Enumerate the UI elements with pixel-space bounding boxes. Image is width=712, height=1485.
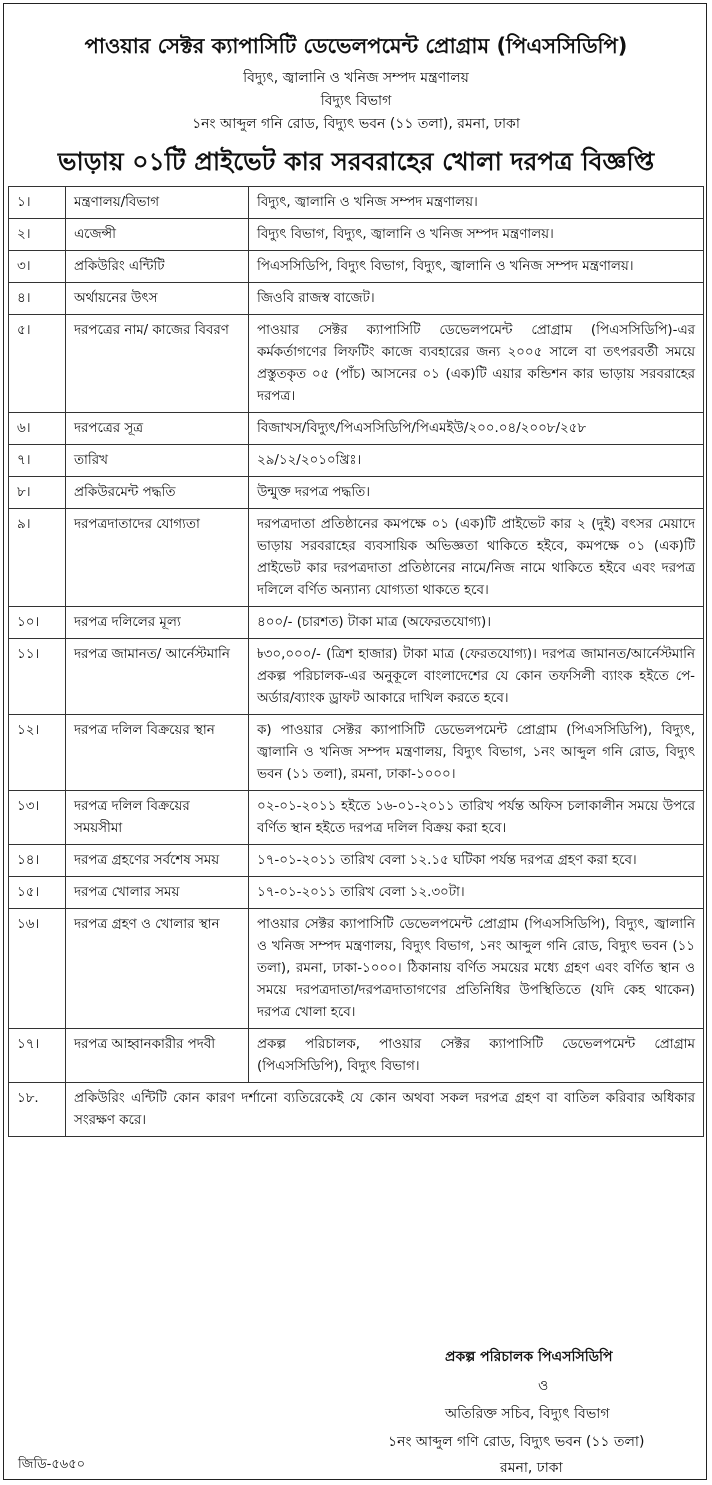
row-number: ৫। (9, 315, 66, 413)
row-label: অর্থায়নের উৎস (66, 283, 249, 315)
table-row (9, 187, 704, 219)
row-label: দরপত্র খোলার সময় (66, 877, 249, 909)
row-number: ৩। (9, 251, 66, 283)
row-label: দরপত্র জামানত/ আর্নেস্টমানি (66, 639, 249, 715)
notice-title: ভাড়ায় ০১টি প্রাইভেট কার সরবরাহের খোলা দরপত্র বিজ্ঞপ্তি (57, 147, 655, 176)
row-number: ২। (9, 219, 66, 251)
table-row-final (9, 1083, 704, 1137)
row-number: ১১। (9, 639, 66, 715)
row-number: ৭। (9, 445, 66, 477)
table-row (9, 413, 704, 445)
table-row (9, 315, 704, 413)
row-number: ১৭। (9, 1029, 66, 1083)
row-value: বিদ্যুৎ, জ্বালানি ও খনিজ সম্পদ মন্ত্রণালয়। (249, 187, 704, 219)
table-row (9, 219, 704, 251)
row-number: ১০। (9, 607, 66, 639)
row-number: ১২। (9, 715, 66, 791)
row-value: ২৯/১২/২০১০খ্রিঃ। (249, 445, 704, 477)
program-title: পাওয়ার সেক্টর ক্যাপাসিটি ডেভেলপমেন্ট প্রোগ্রাম (পিএসসিডিপি) (84, 34, 628, 58)
table-row (9, 877, 704, 909)
row-label: দরপত্র আহ্বানকারীর পদবী (66, 1029, 249, 1083)
row-value: প্রকিউরিং এন্টিটি কোন কারণ দর্শানো ব্যতিরেকেই যে কোন অথবা সকল দরপত্র গ্রহণ বা বাতিল করিবার অধিকার সংরক্ষণ করে। (66, 1083, 704, 1137)
table-row (9, 445, 704, 477)
table-row (9, 607, 704, 639)
table-row (9, 251, 704, 283)
row-value: ৳৩০,০০০/- (ত্রিশ হাজার) টাকা মাত্র (ফেরতযোগ্য)। দরপত্র জামানত/আর্নেস্টমানি প্রকল্প পরিচালক-এর অনুকূলে বাংলাদেশের যে কোন তফসিলী ব্যাংক হইতে পে-অর্ডার/ব্যাংক ড্রাফট আকারে দাখিল করতে হবে। (249, 639, 704, 715)
table-row (9, 283, 704, 315)
row-value: বিদ্যুৎ বিভাগ, বিদ্যুৎ, জ্বালানি ও খনিজ সম্পদ মন্ত্রণালয়। (249, 219, 704, 251)
row-number: ৯। (9, 509, 66, 607)
row-label: মন্ত্রণালয়/বিভাগ (66, 187, 249, 219)
row-value: ক) পাওয়ার সেক্টর ক্যাপাসিটি ডেভেলপমেন্ট প্রোগ্রাম (পিএসসিডিপি), বিদ্যুৎ, জ্বালানি ও খনিজ সম্পদ মন্ত্রণালয়, বিদ্যুৎ বিভাগ, ১নং আব্দুল গনি রোড, বিদ্যুৎ ভবন (১১ তলা), রমনা, ঢাকা-১০০০। (249, 715, 704, 791)
row-label: দরপত্রদাতাদের যোগ্যতা (66, 509, 249, 607)
row-number: ১৪। (9, 845, 66, 877)
row-number: ৬। (9, 413, 66, 445)
row-number: ৪। (9, 283, 66, 315)
table-row (9, 909, 704, 1029)
row-value: পাওয়ার সেক্টর ক্যাপাসিটি ডেভেলপমেন্ট প্রোগ্রাম (পিএসসিডিপি)-এর কর্মকর্তাগণের লিফটিং কাজে ব্যবহারের জন্য ২০০৫ সালে বা তৎপরবর্তী সময়ে প্রস্তুতকৃত ০৫ (পাঁচ) আসনের ০১ (এক)টি এয়ার কন্ডিশন কার ভাড়ায় সরবরাহের দরপত্র। (249, 315, 704, 413)
row-number: ১৬। (9, 909, 66, 1029)
row-value: ১৭-০১-২০১১ তারিখ বেলা ১২.৩০টা। (249, 877, 704, 909)
row-value: জিওবি রাজস্ব বাজেট। (249, 283, 704, 315)
tender-table (8, 186, 704, 1137)
row-label: এজেন্সী (66, 219, 249, 251)
row-label: তারিখ (66, 445, 249, 477)
row-value: পিএসসিডিপি, বিদ্যুৎ বিভাগ, বিদ্যুৎ, জ্বালানি ও খনিজ সম্পদ মন্ত্রণালয়। (249, 251, 704, 283)
row-value: পাওয়ার সেক্টর ক্যাপাসিটি ডেভেলপমেন্ট প্রোগ্রাম (পিএসসিডিপি), বিদ্যুৎ, জ্বালানি ও খনিজ সম্পদ মন্ত্রণালয়, বিদ্যুৎ বিভাগ, ১নং আব্দুল গনি রোড, বিদ্যুৎ ভবন (১১ তলা), রমনা, ঢাকা-১০০০। ঠিকানায় বর্ণিত সময়ের মধ্যে গ্রহণ এবং বর্ণিত স্থান ও সময়ে দরপত্রদাতা/দরপত্রদাতাগণের প্রতিনিধির উপস্থিতিতে (যদি কেহ থাকেন) দরপত্র খোলা হবে। (249, 909, 704, 1029)
row-value: বিজাখস/বিদ্যুৎ/পিএসসিডিপি/পিএমইউ/২০০.০৪/২০০৮/২৫৮ (249, 413, 704, 445)
signature-conjunction: ও (538, 1378, 549, 1394)
row-number: ১। (9, 187, 66, 219)
address-line: ১নং আব্দুল গনি রোড, বিদ্যুৎ ভবন (১১ তলা), রমনা, ঢাকা (192, 116, 520, 132)
signature-designation: প্রকল্প পরিচালক পিএসসিডিপি (445, 1349, 613, 1365)
gd-number: জিডি-৫৬৫০ (18, 1457, 86, 1472)
table-row (9, 477, 704, 509)
row-label: দরপত্রের নাম/ কাজের বিবরণ (66, 315, 249, 413)
table-row (9, 845, 704, 877)
row-label: দরপত্রের সূত্র (66, 413, 249, 445)
row-number: ৮। (9, 477, 66, 509)
division-line: বিদ্যুৎ বিভাগ (320, 93, 392, 109)
signature-secretary: অতিরিক্ত সচিব, বিদ্যুৎ বিভাগ (445, 1406, 610, 1422)
row-label: প্রকিউরমেন্ট পদ্ধতি (66, 477, 249, 509)
row-number: ১৩। (9, 791, 66, 845)
row-label: দরপত্র দলিলের মূল্য (66, 607, 249, 639)
row-value: উন্মুক্ত দরপত্র পদ্ধতি। (249, 477, 704, 509)
row-value: দরপত্রদাতা প্রতিষ্ঠানের কমপক্ষে ০১ (এক)টি প্রাইভেট কার ২ (দুই) বৎসর মেয়াদে ভাড়ায় সরবরাহের ব্যবসায়িক অভিজ্ঞতা থাকিতে হইবে, কমপক্ষে ০১ (এক)টি প্রাইভেট কার দরপত্রদাতা প্রতিষ্ঠানের নামে/নিজ নামে থাকিতে হইবে এবং দরপত্র দলিলে বর্ণিত অন্যান্য যোগ্যতা থাকতে হবে। (249, 509, 704, 607)
row-value: ৪০০/- (চারশত) টাকা মাত্র (অফেরতযোগ্য)। (249, 607, 704, 639)
row-label: দরপত্র দলিল বিক্রয়ের স্থান (66, 715, 249, 791)
row-value: ০২-০১-২০১১ হইতে ১৬-০১-২০১১ তারিখ পর্যন্ত অফিস চলাকালীন সময়ে উপরে বর্ণিত স্থান হইতে দরপত্র দলিল বিক্রয় করা হবে। (249, 791, 704, 845)
table-row (9, 639, 704, 715)
row-value: ১৭-০১-২০১১ তারিখ বেলা ১২.১৫ ঘটিকা পর্যন্ত দরপত্র গ্রহণ করা হবে। (249, 845, 704, 877)
signature-address: ১নং আব্দুল গণি রোড, বিদ্যুৎ ভবন (১১ তলা) (388, 1434, 645, 1450)
row-label: প্রকিউরিং এন্টিটি (66, 251, 249, 283)
table-row (9, 509, 704, 607)
row-value: প্রকল্প পরিচালক, পাওয়ার সেক্টর ক্যাপাসিটি ডেভেলপমেন্ট প্রোগ্রাম (পিএসসিডিপি), বিদ্যুৎ বিভাগ। (249, 1029, 704, 1083)
row-label: দরপত্র গ্রহণ ও খোলার স্থান (66, 909, 249, 1029)
ministry-line: বিদ্যুৎ, জ্বালানি ও খনিজ সম্পদ মন্ত্রণালয় (243, 70, 469, 86)
table-row (9, 791, 704, 845)
table-row (9, 715, 704, 791)
row-label: দরপত্র গ্রহণের সর্বশেষ সময় (66, 845, 249, 877)
signature-city: রমনা, ঢাকা (500, 1460, 563, 1476)
table-row (9, 1029, 704, 1083)
tender-table-body (9, 187, 704, 1137)
row-label: দরপত্র দলিল বিক্রয়ের সময়সীমা (66, 791, 249, 845)
row-number: ১৮. (9, 1083, 66, 1137)
row-number: ১৫। (9, 877, 66, 909)
